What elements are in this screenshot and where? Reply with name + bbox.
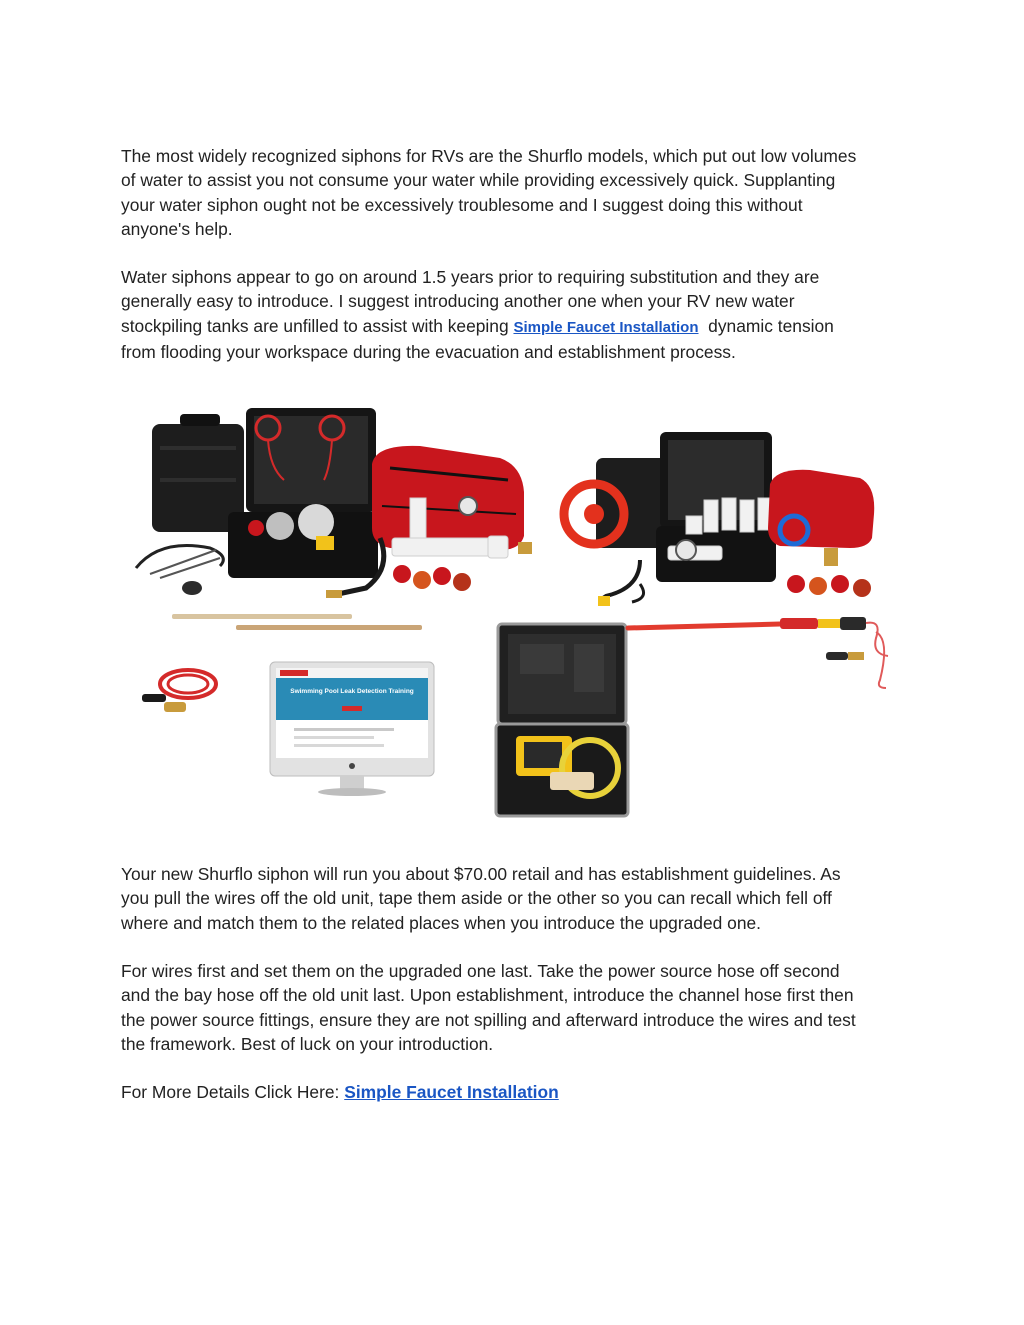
text-line: and the bay hose off the old unit last. Upon establishment, introduce the channel hose first then (121, 985, 854, 1006)
text-line: of water to assist you not consume your water while providing excessively quick. Supplanting (121, 170, 836, 191)
paragraph-2 (121, 265, 911, 364)
paragraph-4 (121, 959, 911, 1056)
more-details-label: For More Details Click Here: (121, 1082, 345, 1102)
paragraph-3 (121, 862, 911, 935)
telescoping-pole-image (628, 617, 888, 688)
camera-case-image (496, 624, 628, 816)
text-line: The most widely recognized siphons for RVs are the Shurflo models, which put out low volumes (121, 146, 857, 166)
text-line: Your new Shurflo siphon will run you about $70.00 retail and has establishment guidelines. As (121, 864, 841, 884)
text-line: the power source fittings, ensure they are not spilling and afterward introduce the wires and test (121, 1009, 856, 1030)
text-line: For wires first and set them on the upgraded one last. Take the power source hose off second (121, 961, 840, 981)
text-segment: dynamic tension (698, 315, 834, 336)
paragraph-1 (121, 144, 911, 241)
text-line: generally easy to introduce. I suggest introducing another one when your RV new water (121, 291, 795, 312)
red-cable-coil-image (142, 670, 216, 712)
text-line: from flooding your workspace during the evacuation and establishment process. (121, 341, 736, 362)
more-details-line (121, 1080, 911, 1104)
monitor-training-website-image (270, 662, 434, 796)
text-line: your water siphon ought not be excessively troublesome and I suggest doing this without (121, 194, 803, 215)
text-segment: stockpiling tanks are unfilled to assist with keeping (121, 315, 514, 336)
simple-faucet-installation-link-inline[interactable]: Simple Faucet Installation (513, 318, 699, 336)
text-line-with-link (121, 314, 911, 340)
right-equipment-kit-image (564, 432, 874, 606)
text-line-with-link (121, 1080, 911, 1104)
text-line: where and match them to the related places when you introduce the upgraded one. (121, 912, 762, 933)
product-photo-collage (120, 388, 910, 828)
text-line: you pull the wires off the old unit, tape them aside or the other so you can recall which fell off (121, 888, 832, 909)
screen-title-text: Swimming Pool Leak Detection Training (290, 688, 414, 695)
text-line: the framework. Best of luck on your introduction. (121, 1033, 494, 1054)
text-line: anyone's help. (121, 218, 233, 239)
left-equipment-kit-image (136, 408, 532, 630)
simple-faucet-installation-link[interactable]: Simple Faucet Installation (344, 1082, 559, 1102)
text-line: Water siphons appear to go on around 1.5 years prior to requiring substitution and they are (121, 267, 820, 287)
